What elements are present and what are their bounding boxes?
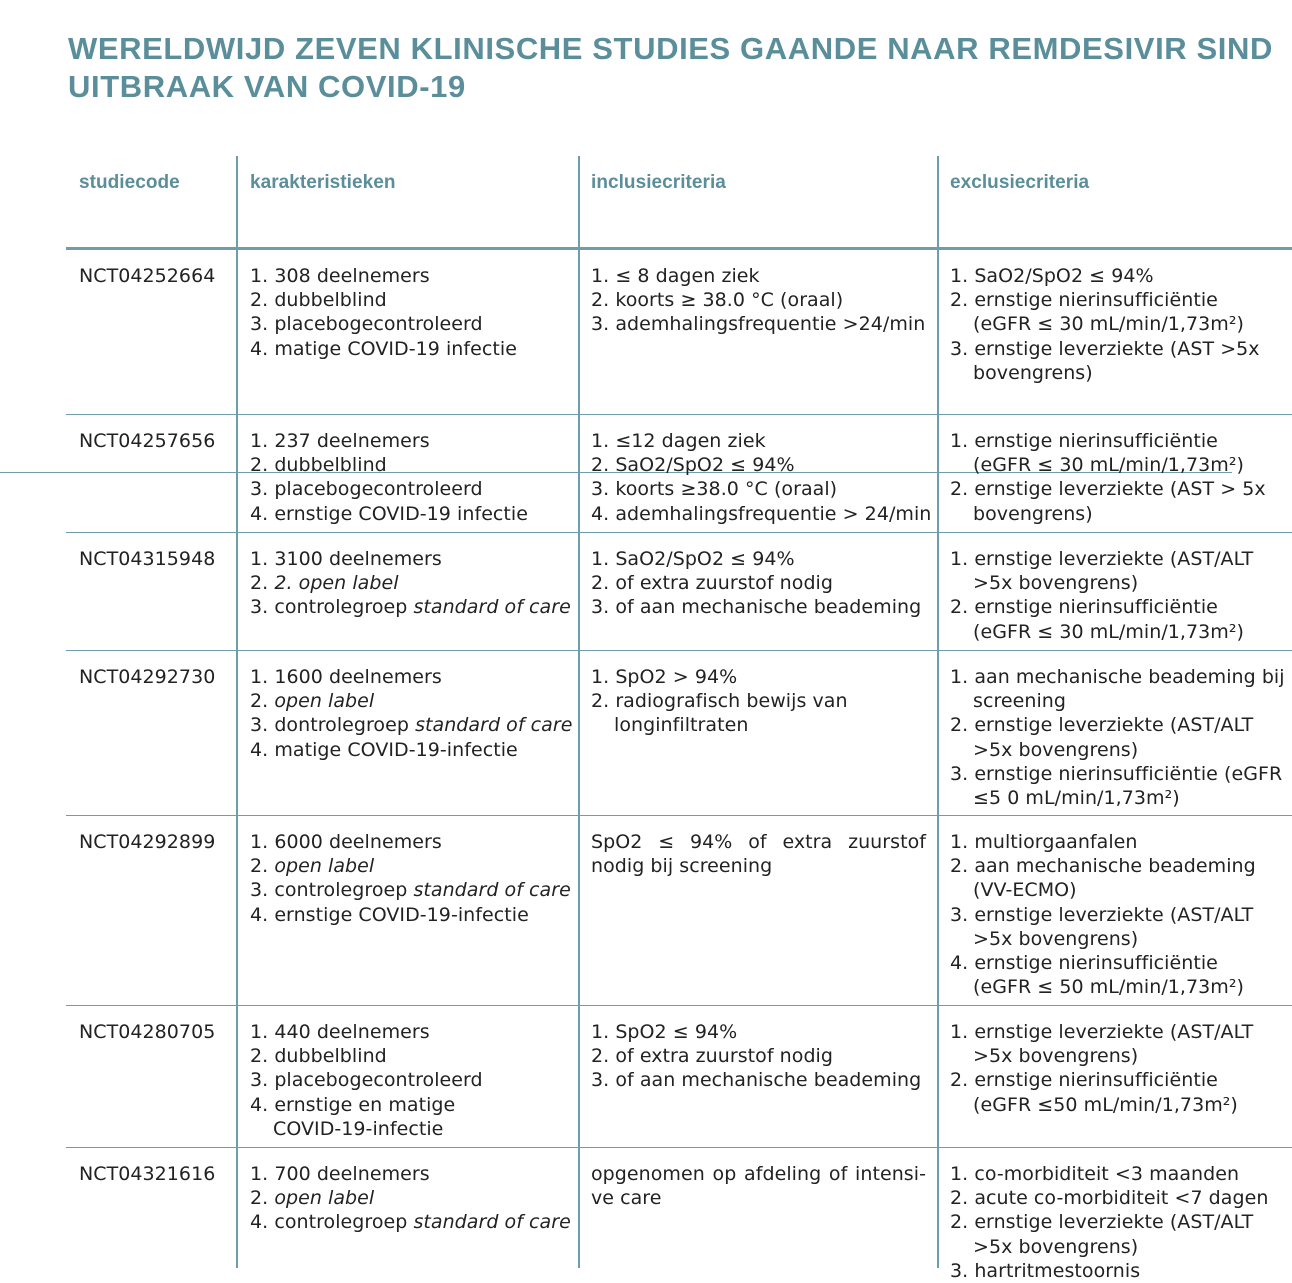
inclusion-list — [591, 547, 921, 620]
study-code: NCT04280705 — [79, 1021, 216, 1043]
list-item: 1. 1600 deelnemers — [250, 666, 442, 688]
characteristics-list — [250, 547, 571, 620]
study-code: NCT04252664 — [79, 265, 216, 287]
inclusion-text: opgenomen op afdeling of intensi-ve care — [591, 1163, 926, 1210]
list-item: 2. acute co-morbiditeit <7 dagen — [950, 1187, 1269, 1210]
row-divider — [66, 1147, 1292, 1148]
title-line-1: WERELDWIJD ZEVEN KLINISCHE STUDIES GAANDE NAAR REMDESIVIR SIND — [68, 31, 1273, 66]
open-label-text: open label — [274, 855, 375, 878]
list-item: 2. SaO2/SpO2 ≤ 94% — [591, 454, 795, 477]
title-line-2: UITBRAAK VAN COVID-19 — [68, 69, 466, 104]
characteristics-list — [250, 830, 571, 927]
exclusion-list — [950, 665, 1285, 810]
open-label-text: open label — [274, 690, 375, 713]
list-item: 4. matige COVID-19-infectie — [250, 738, 518, 761]
column-divider — [578, 156, 580, 1268]
list-item: 3. placebogecontroleerd — [250, 313, 483, 336]
list-item: 1. SpO2 ≤ 94% — [591, 1021, 738, 1043]
list-item: 2. open label — [250, 855, 375, 878]
list-item: 2. dubbelblind — [250, 1045, 387, 1068]
list-item: 1. ernstige nierinsufficiëntie (eGFR ≤ 30 mL/min/1,73m²) — [950, 430, 1244, 477]
exclusion-list — [950, 547, 1280, 644]
row-divider — [66, 532, 1292, 533]
list-item: 2. of extra zuurstof nodig — [591, 1045, 834, 1068]
list-item: 1. ≤12 dagen ziek — [591, 430, 766, 452]
standard-of-care-text: standard of care — [413, 879, 571, 902]
inclusion-list — [591, 264, 925, 337]
list-item: 3. ernstige leverziekte (AST >5x bovengrens) — [950, 337, 1260, 384]
page-title — [68, 30, 1273, 106]
list-item: 4. ernstige nierinsufficiëntie (eGFR ≤ 50 mL/min/1,73m²) — [950, 952, 1244, 999]
list-item: 3. of aan mechanische beademing — [591, 596, 922, 619]
list-item: 1. co-morbiditeit <3 maanden — [950, 1163, 1240, 1185]
list-item: 1. 440 deelnemers — [250, 1021, 430, 1043]
study-code: NCT04257656 — [79, 430, 216, 452]
exclusion-list — [950, 830, 1280, 999]
list-item: 1. ernstige leverziekte (AST/ALT >5x bovengrens) — [950, 548, 1254, 595]
open-label-text: open label — [274, 1187, 375, 1210]
row-divider — [66, 650, 1292, 651]
list-item: 2. ernstige nierinsufficiëntie (eGFR ≤ 30 mL/min/1,73m²) — [950, 596, 1244, 643]
list-item: 3. hartritmestoornis — [950, 1259, 1141, 1282]
characteristics-list — [250, 1020, 570, 1141]
list-item: 3. of aan mechanische beademing — [591, 1069, 922, 1092]
header-exclusiecriteria: exclusiecriteria — [950, 172, 1090, 193]
list-item: 4. ernstige COVID-19-infectie — [250, 903, 529, 926]
row-divider — [66, 414, 1292, 415]
list-item: 2. dubbelblind — [250, 289, 387, 312]
characteristics-list — [250, 429, 528, 526]
list-item: 3. controlegroep standard of care — [250, 879, 571, 902]
list-item: 3. ademhalingsfrequentie >24/min — [591, 313, 926, 336]
inclusion-list — [591, 665, 921, 738]
list-item: 2. ernstige nierinsufficiëntie (eGFR ≤ 30 mL/min/1,73m²) — [950, 289, 1244, 336]
list-item: 4. ernstige COVID-19 infectie — [250, 502, 528, 525]
row-divider — [66, 1005, 1292, 1006]
header-studiecode: studiecode — [79, 172, 180, 193]
open-label-text: 2. open label — [274, 572, 399, 595]
list-item: 2. aan mechanische beademing (VV-ECMO) — [950, 855, 1256, 902]
list-item: 1. 308 deelnemers — [250, 265, 430, 287]
exclusion-list — [950, 429, 1280, 526]
list-item: 2. radiografisch bewijs van longinfiltraten — [591, 690, 848, 737]
list-item: 1. SpO2 > 94% — [591, 666, 738, 688]
list-item: 1. 3100 deelnemers — [250, 548, 442, 570]
list-item: 2. ernstige leverziekte (AST > 5x bovengrens) — [950, 478, 1266, 525]
list-item: 4. ernstige en matige COVID-19-infectie — [250, 1093, 456, 1140]
column-divider — [236, 156, 238, 1268]
list-item: 1. multiorgaanfalen — [950, 831, 1138, 853]
list-item: 2. open label — [250, 1187, 375, 1210]
list-item: 3. dontrolegroep standard of care — [250, 714, 573, 737]
list-item: 3. ernstige nierinsufficiëntie (eGFR ≤5 0 mL/min/1,73m²) — [950, 762, 1283, 810]
list-item: 1. ernstige leverziekte (AST/ALT >5x bovengrens) — [950, 1021, 1254, 1068]
list-item: 3. koorts ≥38.0 °C (oraal) — [591, 478, 838, 501]
header-inclusiecriteria: inclusiecriteria — [591, 172, 726, 193]
characteristics-list — [250, 264, 517, 361]
inclusion-list — [591, 1020, 921, 1093]
standard-of-care-text: standard of care — [415, 714, 573, 737]
list-item: 3. placebogecontroleerd — [250, 478, 483, 501]
standard-of-care-text: standard of care — [413, 1211, 571, 1234]
inclusion-list — [591, 429, 931, 526]
inclusion-text: SpO2 ≤ 94% of extra zuurstof nodig bij screening — [591, 831, 926, 878]
list-item: 3. controlegroep standard of care — [250, 596, 571, 619]
exclusion-list — [950, 1020, 1280, 1117]
list-item: 1. 237 deelnemers — [250, 430, 430, 452]
characteristics-list — [250, 665, 572, 762]
standard-of-care-text: standard of care — [413, 596, 571, 619]
list-item: 3. placebogecontroleerd — [250, 1069, 483, 1092]
list-item: 2. ernstige nierinsufficiëntie (eGFR ≤50 mL/min/1,73m²) — [950, 1069, 1238, 1116]
list-item: 2. dubbelblind — [250, 454, 387, 477]
row-divider — [66, 815, 1292, 816]
list-item: 4. controlegroep standard of care — [250, 1211, 571, 1234]
list-item: 1. aan mechanische beademing bij screening — [950, 666, 1285, 713]
list-item: 1. ≤ 8 dagen ziek — [591, 265, 760, 287]
study-code: NCT04292730 — [79, 666, 216, 688]
list-item: 1. SaO2/SpO2 ≤ 94% — [950, 265, 1154, 287]
characteristics-list — [250, 1162, 571, 1235]
list-item: 2. koorts ≥ 38.0 °C (oraal) — [591, 289, 844, 312]
header-rule — [66, 247, 1292, 250]
list-item: 4. matige COVID-19 infectie — [250, 337, 517, 360]
list-item: 1. SaO2/SpO2 ≤ 94% — [591, 548, 795, 570]
study-code: NCT04292899 — [79, 831, 216, 853]
exclusion-list — [950, 1162, 1280, 1283]
study-code: NCT04321616 — [79, 1163, 216, 1185]
list-item: 4. ademhalingsfrequentie > 24/min — [591, 502, 932, 525]
list-item: 3. ernstige leverziekte (AST/ALT >5x bovengrens) — [950, 903, 1254, 950]
list-item: 2. 2. open label — [250, 572, 399, 595]
column-divider — [937, 156, 939, 1268]
exclusion-list — [950, 264, 1280, 385]
list-item: 2. ernstige leverziekte (AST/ALT >5x bovengrens) — [950, 1211, 1254, 1258]
list-item: 2. ernstige leverziekte (AST/ALT >5x bovengrens) — [950, 714, 1254, 761]
list-item: 1. 700 deelnemers — [250, 1163, 430, 1185]
list-item: 2. of extra zuurstof nodig — [591, 572, 834, 595]
list-item: 1. 6000 deelnemers — [250, 831, 442, 853]
header-karakteristieken: karakteristieken — [250, 172, 396, 193]
study-code: NCT04315948 — [79, 548, 216, 570]
list-item: 2. open label — [250, 690, 375, 713]
